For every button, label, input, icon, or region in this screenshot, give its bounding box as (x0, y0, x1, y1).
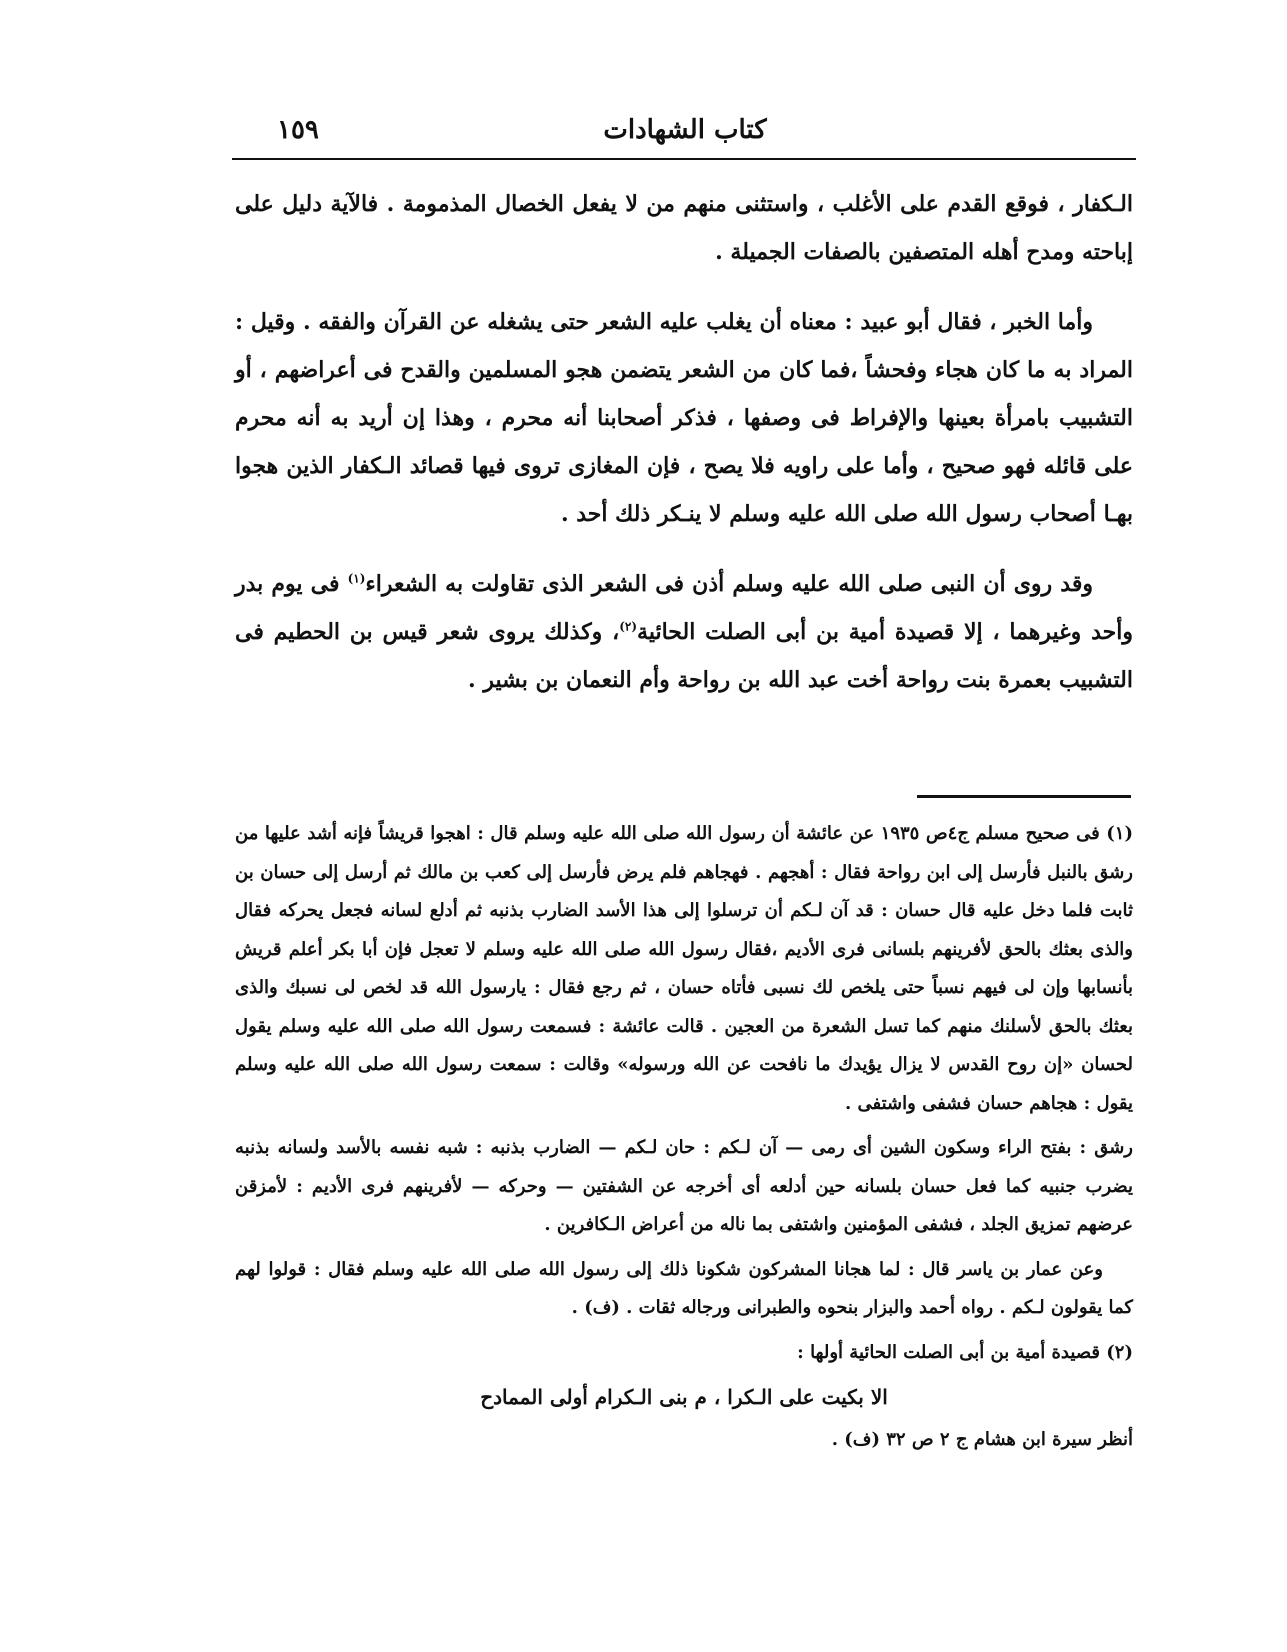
paragraph-3 (235, 560, 1133, 704)
paragraph-3-part-a: وقد روى أن النبى صلى الله عليه وسلم أذن فى الشعر الذى تقاولت به الشعراء (365, 571, 1093, 597)
header-divider (232, 158, 1136, 160)
footnote-1: (١) فى صحيح مسلم ج٤ص ١٩٣٥ عن عائشة أن رسول الله صلى الله عليه وسلم قال : اهجوا قريشاً فإنه أشد عليها من رشق بالنبل فأرسل إلى ابن رواحة فقال : أهجهم . فهجاهم فلم يرض فأرسل إلى كعب بن مالك ثم أرسل إلى حسان بن ثابت فلما دخل عليه قال حسان : قد آن لـكم أن ترسلوا إلى هذا الأسد الضارب بذنبه ثم أدلع لسانه فجعل يحركه فقال والذى بعثك بالحق لأفرينهم بلسانى فرى الأديم ،فقال رسول الله صلى الله عليه وسلم لا تعجل فإن أبا بكر أعلم قريش بأنسابها وإن لى فيهم نسباً حتى يلخص لك نسبى فأتاه حسان ، ثم رجع فقال : يارسول الله قد لخص لى نسبك والذى بعثك بالحق لأسلنك منهم كما تسل الشعرة من العجين . قالت عائشة : فسمعت رسول الله صلى الله عليه وسلم يقول لحسان «إن روح القدس لا يزال يؤيدك ما نافحت عن الله ورسوله» وقالت : سمعت رسول الله صلى الله عليه وسلم يقول : هجاهم حسان فشفى واشتفى . (235, 823, 1134, 1114)
paragraph-3-part-c: ، وكذلك يروى شعر قيس بن الحطيم فى التشبيب بعمرة بنت رواحة أخت عبد الله بن رواحة وأم النعمان بن بشير . (235, 619, 1133, 693)
main-text (235, 180, 1133, 726)
footnote-2: (٢) قصيدة أمية بن أبى الصلت الحائية أولها : (797, 1341, 1133, 1363)
running-title: كتاب الشهادات (603, 115, 767, 145)
footnote-ref-1: (١) (347, 571, 366, 586)
footnotes (235, 815, 1133, 1465)
paragraph-3-part-b: فى يوم بدر وأحد وغيرهما ، إلا قصيدة أمية بن أبى الصلت الحائية (235, 571, 1133, 645)
footnote-divider (917, 795, 1131, 798)
footnote-2-verse: الا بكيت على الـكرا ، م بنى الـكرام أولى الممادح (480, 1385, 888, 1409)
footnote-2-source: أنظر سيرة ابن هشام ج ٢ ص ٣٢ (ف) . (831, 1428, 1133, 1450)
page-header (235, 115, 1135, 153)
paragraph-1: الـكفار ، فوقع القدم على الأغلب ، واستثنى منهم من لا يفعل الخصال المذمومة . فالآية دليل على إباحته ومدح أهله المتصفين بالصفات الجميلة . (235, 191, 1133, 265)
paragraph-2: وأما الخبر ، فقال أبو عبيد : معناه أن يغلب عليه الشعر حتى يشغله عن القرآن والفقه . وقيل : المراد به ما كان هجاء وفحشاً ،فما كان من الشعر يتضمن هجو المسلمين والقدح فى أعراضهم ، أو التشبيب بامرأة بعينها والإفراط فى وصفها ، فذكر أصحابنا أنه محرم ، وهذا إن أريد به أنه محرم على قائله فهو صحيح ، وأما على راويه فلا يصح ، فإن المغازى تروى فيها قصائد الـكفار الذين هجوا بهـا أصحاب رسول الله صلى الله عليه وسلم لا ينـكر ذلك أحد . (235, 309, 1133, 527)
footnote-1-extra: وعن عمار بن ياسر قال : لما هجانا المشركون شكونا ذلك إلى رسول الله صلى الله عليه وسلم فقال : قولوا لهم كما يقولون لـكم . رواه أحمد والبزار بنحوه والطبرانى ورجاله ثقات . (ف) . (235, 1258, 1133, 1318)
footnote-ref-2: (٢) (619, 619, 638, 634)
footnote-1-gloss: رشق : بفتح الراء وسكون الشين أى رمى — آن لـكم : حان لـكم — الضارب بذنبه : شبه نفسه بالأسد ولسانه بذنبه يضرب جنبيه كما فعل حسان بلسانه حين أدلعه أى أخرجه عن الشفتين — وحركه — لأفرينهم فرى الأديم : لأمزقن عرضهم تمزيق الجلد ، فشفى المؤمنين واشتفى بما ناله من أعراض الـكافرين . (235, 1137, 1133, 1235)
page-number: ١٥٩ (277, 115, 319, 145)
